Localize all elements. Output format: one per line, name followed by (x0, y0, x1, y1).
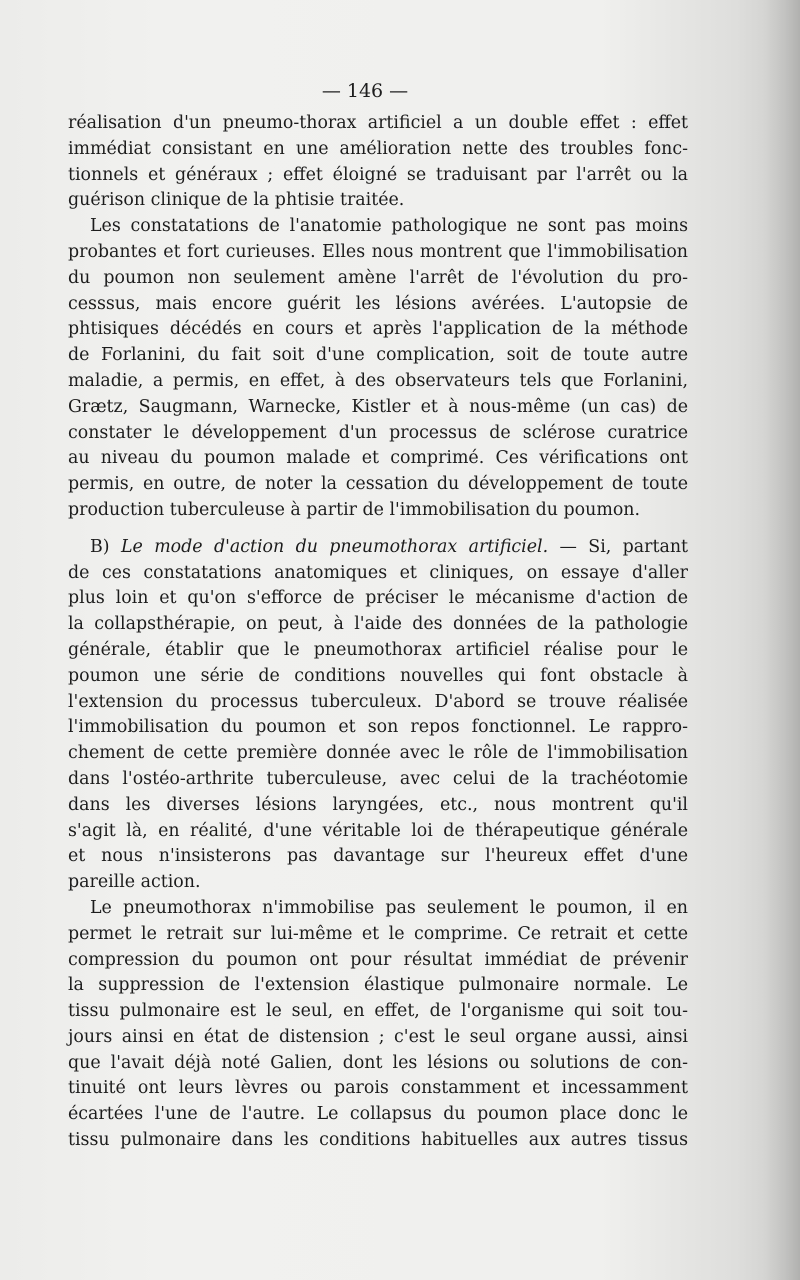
text-line: tionnels et généraux ; effet éloigné se traduisant par l'arrêt ou la (68, 164, 688, 185)
section-heading-line (68, 535, 688, 561)
text-line: production tuberculeuse à partir de l'immobilisation du poumon. (68, 499, 641, 520)
body-text (68, 111, 688, 1154)
text-line: Le pneumothorax n'immobilise pas seulement le poumon, il en (90, 897, 688, 918)
text-line: probantes et fort curieuses. Elles nous montrent que l'immobilisation (68, 241, 688, 262)
text-line: phtisiques décédés en cours et après l'application de la méthode (68, 319, 688, 340)
text-line: l'extension du processus tuberculeux. D'abord se trouve réalisée (68, 691, 688, 712)
section-label: B) (90, 536, 110, 557)
text-line: réalisation d'un pneumo-thorax artificiel a un double effet : effet (68, 113, 688, 133)
page-number: — 146 — (321, 80, 409, 102)
text-line: générale, établir que le pneumothorax artificiel réalise pour le (68, 639, 688, 660)
text-line: écartées l'une de l'autre. Le collapsus du poumon place donc le (68, 1104, 688, 1125)
text-line: au niveau du poumon malade et comprimé. Ces vérifications ont (68, 448, 688, 469)
text-line: dans l'ostéo-arthrite tuberculeuse, avec celui de la trachéotomie (68, 768, 688, 789)
text-line: jours ainsi en état de distension ; c'est le seul organe aussi, ainsi (68, 1026, 688, 1047)
paragraph-4 (68, 896, 688, 1154)
page-edge-shadow (764, 0, 800, 1280)
paragraph-1 (68, 111, 688, 214)
text-line: de Forlanini, du fait soit d'une complication, soit de toute autre (68, 345, 688, 366)
text-line: cesssus, mais encore guérit les lésions avérées. L'autopsie de (68, 293, 688, 314)
section-title: Le mode d'action du pneumothorax artificiel. (120, 536, 549, 557)
text-line: permis, en outre, de noter la cessation du développement de toute (68, 474, 688, 495)
text-line: et nous n'insisterons pas davantage sur l'heureux effet d'une (68, 846, 688, 867)
text-line: Grætz, Saugmann, Warnecke, Kistler et à nous-même (un cas) de (68, 396, 688, 417)
text-line: l'immobilisation du poumon et son repos fonctionnel. Le rappro- (68, 717, 688, 738)
section-gap (68, 524, 688, 535)
text-line: que l'avait déjà noté Galien, dont les lésions ou solutions de con- (68, 1052, 688, 1073)
text-line: constater le développement d'un processus de sclérose curatrice (68, 422, 688, 443)
text-line: tissu pulmonaire dans les conditions habituelles aux autres tissus (68, 1130, 688, 1151)
text-line: plus loin et qu'on s'efforce de préciser le mécanisme d'action de (68, 588, 688, 609)
text-line: maladie, a permis, en effet, à des observateurs tels que Forlanini, (68, 370, 688, 391)
text-line: chement de cette première donnée avec le rôle de l'immobilisation (68, 743, 688, 764)
text-line: compression du poumon ont pour résultat immédiat de prévenir (68, 949, 688, 970)
text-line: tissu pulmonaire est le seul, en effet, de l'organisme qui soit tou- (68, 1001, 688, 1022)
text-line: guérison clinique de la phtisie traitée. (68, 190, 405, 211)
text-line: Les constatations de l'anatomie pathologique ne sont pas moins (90, 216, 688, 237)
text-line: du poumon non seulement amène l'arrêt de l'évolution du pro- (68, 267, 688, 288)
text-line: s'agit là, en réalité, d'une véritable loi de thérapeutique générale (68, 820, 688, 841)
section-heading-rest: — Si, partant (559, 536, 689, 557)
section-b (68, 535, 688, 896)
text-line: poumon une série de conditions nouvelles qui font obstacle à (68, 665, 688, 686)
text-line: dans les diverses lésions laryngées, etc., nous montrent qu'il (68, 794, 688, 815)
text-line: permet le retrait sur lui-même et le comprime. Ce retrait et cette (68, 923, 688, 944)
paragraph-2 (68, 214, 688, 524)
text-line: la suppression de l'extension élastique pulmonaire normale. Le (68, 975, 688, 996)
text-line: de ces constatations anatomiques et cliniques, on essaye d'aller (68, 562, 688, 583)
text-line: pareille action. (68, 872, 201, 893)
text-line: immédiat consistant en une amélioration nette des troubles fonc- (68, 138, 688, 159)
text-line: tinuité ont leurs lèvres ou parois constamment et incessamment (68, 1078, 688, 1099)
text-line: la collapsthérapie, on peut, à l'aide des données de la pathologie (68, 614, 688, 635)
